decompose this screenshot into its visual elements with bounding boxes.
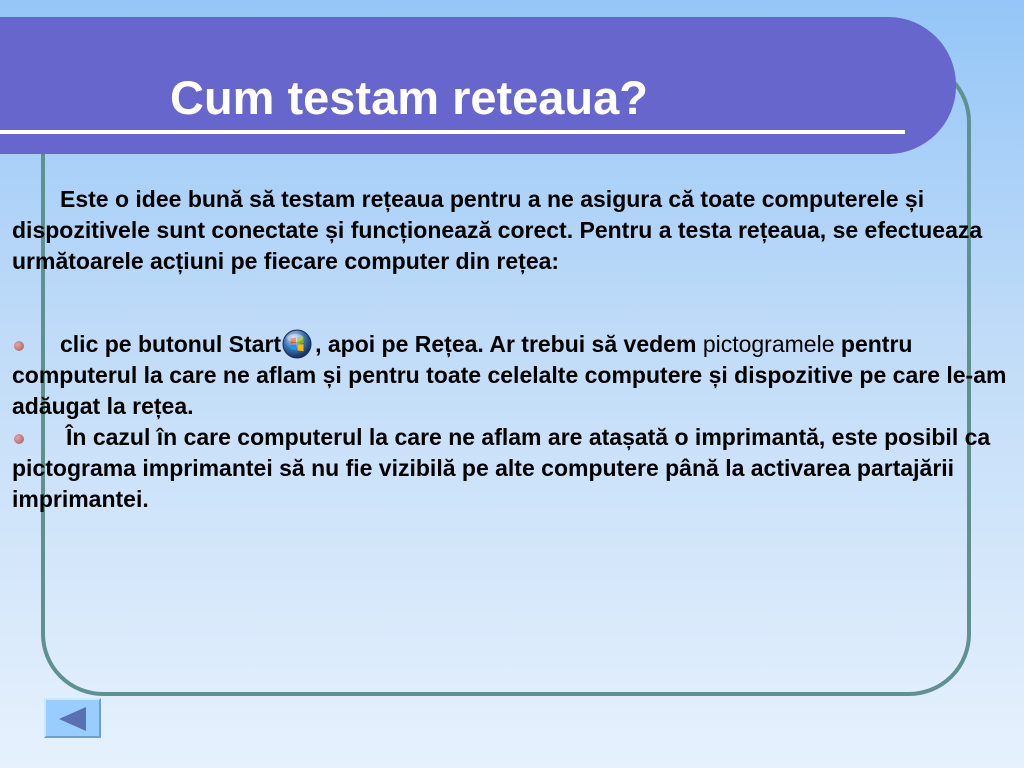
bullet-dot-icon [14, 341, 24, 351]
intro-paragraph: Este o idee bună să testam rețeaua pentru a ne asigura că toate computerele și dispozitivele sunt conectate și funcționează corect. Pentru a testa rețeaua, se efectueaza următoarele acțiuni pe fiecare computer din rețea: [12, 186, 983, 274]
bullet1-text-network: , apoi pe Rețea. Ar trebui să vedem [315, 331, 703, 357]
bullet-item-printer [12, 422, 1012, 515]
windows-start-orb-icon [282, 329, 312, 359]
previous-slide-button[interactable] [44, 698, 101, 738]
title-underline [0, 130, 905, 134]
bullet1-text-end: pentru computerul la care ne aflam și pentru toate celelalte computere și dispozitive pe care le-am adăugat la rețea. [12, 331, 1007, 419]
bullet1-text-start: clic pe butonul Start [60, 331, 282, 357]
bullet2-text: În cazul în care computerul la care ne aflam are atașată o imprimantă, este posibil ca pictograma imprimantei să nu fie vizibilă pe alte computere până la activarea partajării imprimantei. [12, 424, 991, 512]
bullet1-text-icons: pictogramele [702, 331, 835, 357]
bullet-dot-icon [14, 434, 24, 444]
triangle-left-icon [59, 707, 86, 731]
slide-title: Cum testam reteaua? [170, 71, 648, 124]
slide-body [12, 184, 1012, 515]
bullet-item-start [12, 329, 1012, 422]
